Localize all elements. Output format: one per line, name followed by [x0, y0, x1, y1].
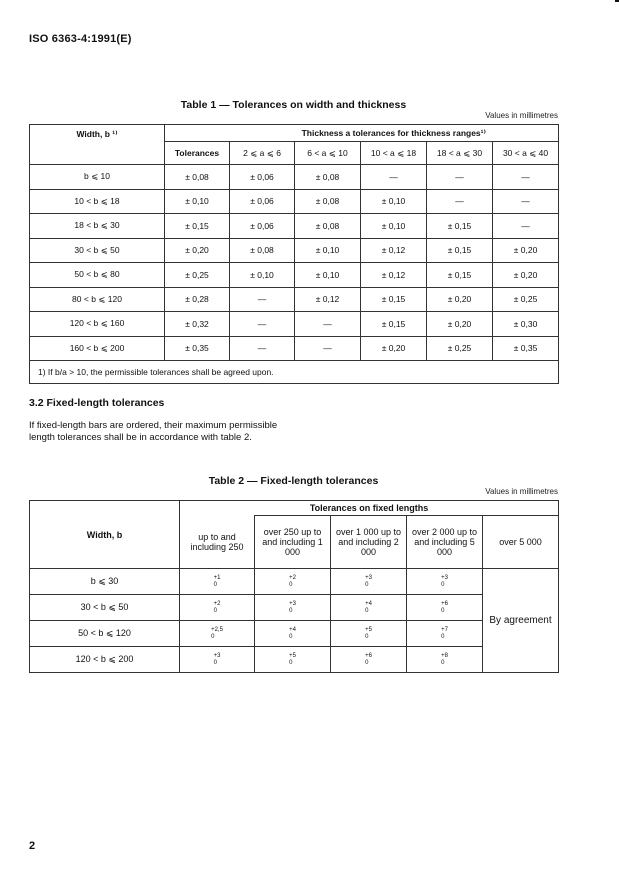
tolerance-cell: +6 0 [331, 647, 407, 673]
tolerance-cell: ± 0,10 [230, 263, 295, 288]
tolerance-cell: ± 0,15 [427, 214, 493, 239]
table1-range-header: 6 < a ⩽ 10 [295, 142, 361, 165]
tolerance-cell: ± 0,15 [427, 263, 493, 288]
width-cell: 50 < b ⩽ 80 [30, 263, 165, 288]
tolerance-cell: ± 0,20 [493, 263, 559, 288]
width-cell: b ⩽ 10 [30, 165, 165, 190]
tolerance-cell: ± 0,08 [295, 214, 361, 239]
tolerance-cell: ± 0,10 [295, 263, 361, 288]
width-cell: 30 < b ⩽ 50 [30, 595, 180, 621]
table2-units: Values in millimetres [485, 487, 558, 496]
tolerance-cell: +3 0 [255, 595, 331, 621]
tolerance-cell: +4 0 [331, 595, 407, 621]
tolerance-cell: — [295, 336, 361, 361]
tolerance-cell: ± 0,12 [361, 263, 427, 288]
tolerance-cell: ± 0,35 [493, 336, 559, 361]
by-agreement-cell: By agreement [483, 569, 559, 673]
table-row [30, 621, 559, 647]
width-cell: 120 < b ⩽ 200 [30, 647, 180, 673]
tolerance-cell: ± 0,12 [295, 287, 361, 312]
tolerance-cell: +6 0 [407, 595, 483, 621]
tolerance-cell: ± 0,10 [361, 189, 427, 214]
width-cell: 18 < b ⩽ 30 [30, 214, 165, 239]
tolerance-cell: ± 0,20 [165, 238, 230, 263]
tolerance-cell: ± 0,15 [165, 214, 230, 239]
tolerance-cell: — [427, 189, 493, 214]
table2-length-header: up to and including 250 [180, 516, 255, 569]
table-row [30, 238, 559, 263]
width-cell: 50 < b ⩽ 120 [30, 621, 180, 647]
tolerance-cell: +5 0 [255, 647, 331, 673]
table2-group-header: Tolerances on fixed lengths [180, 501, 559, 516]
tolerance-cell: ± 0,12 [361, 238, 427, 263]
tolerance-cell: +5 0 [331, 621, 407, 647]
tolerance-cell: — [493, 214, 559, 239]
tolerance-cell: ± 0,25 [165, 263, 230, 288]
table2-caption: Table 2 — Fixed-length tolerances [208, 475, 379, 487]
table1-caption: Table 1 — Tolerances on width and thickness [180, 99, 407, 111]
tolerance-cell: ± 0,28 [165, 287, 230, 312]
section-paragraph: If fixed-length bars are ordered, their maximum permissible length tolerances shall be in accordance with table 2. [29, 420, 278, 443]
table2-width-header: Width, b [30, 501, 180, 569]
tolerance-cell: ± 0,20 [427, 312, 493, 337]
tolerance-cell: — [295, 312, 361, 337]
tolerance-cell: ± 0,25 [427, 336, 493, 361]
page-corner-mark [615, 0, 619, 2]
tolerance-cell: — [361, 165, 427, 190]
table-row [30, 263, 559, 288]
tolerance-cell: — [230, 336, 295, 361]
tolerance-cell: ± 0,20 [427, 287, 493, 312]
tolerance-cell: — [493, 189, 559, 214]
tolerance-cell: — [230, 287, 295, 312]
tolerance-cell: ± 0,15 [361, 287, 427, 312]
tolerance-cell: ± 0,08 [230, 238, 295, 263]
table-row [30, 287, 559, 312]
tolerance-cell: — [427, 165, 493, 190]
table-row [30, 312, 559, 337]
tolerance-cell: ± 0,08 [295, 189, 361, 214]
table-row [30, 336, 559, 361]
width-cell: 10 < b ⩽ 18 [30, 189, 165, 214]
tolerance-cell: +7 0 [407, 621, 483, 647]
tolerance-cell: +2 0 [180, 595, 255, 621]
tolerance-cell: ± 0,06 [230, 214, 295, 239]
page-number: 2 [29, 840, 36, 852]
tolerance-cell: ± 0,30 [493, 312, 559, 337]
table2-length-header: over 250 up to and including 1 000 [255, 516, 331, 569]
tolerance-cell: +3 0 [180, 647, 255, 673]
table1-range-header: 10 < a ⩽ 18 [361, 142, 427, 165]
table2-length-header: over 2 000 up to and including 5 000 [407, 516, 483, 569]
tolerance-cell: ± 0,06 [230, 165, 295, 190]
tolerance-cell: +2,5 0 [180, 621, 255, 647]
table-row [30, 165, 559, 190]
table-row [30, 214, 559, 239]
width-cell: b ⩽ 30 [30, 569, 180, 595]
tolerance-cell: +8 0 [407, 647, 483, 673]
tolerance-cell: ± 0,08 [165, 165, 230, 190]
table2 [29, 500, 559, 673]
tolerance-cell: ± 0,10 [361, 214, 427, 239]
table1-tolerances-header: Tolerances [165, 142, 230, 165]
tolerance-cell: +2 0 [255, 569, 331, 595]
table2-length-header: over 5 000 [483, 516, 559, 569]
tolerance-cell: ± 0,35 [165, 336, 230, 361]
tolerance-cell: ± 0,15 [427, 238, 493, 263]
width-cell: 80 < b ⩽ 120 [30, 287, 165, 312]
table1-range-header: 30 < a ⩽ 40 [493, 142, 559, 165]
width-cell: 30 < b ⩽ 50 [30, 238, 165, 263]
tolerance-cell: — [493, 165, 559, 190]
table-row [30, 595, 559, 621]
table1-range-header: 2 ⩽ a ⩽ 6 [230, 142, 295, 165]
table-row [30, 189, 559, 214]
table1-thickness-header: Thickness a tolerances for thickness ranges¹⁾ [230, 125, 559, 142]
tolerance-cell: ± 0,20 [493, 238, 559, 263]
table1-width-header: Width, b ¹⁾ [30, 125, 165, 165]
tolerance-cell: ± 0,32 [165, 312, 230, 337]
table1 [29, 124, 559, 384]
table1-range-header: 18 < a ⩽ 30 [427, 142, 493, 165]
tolerance-cell: +1 0 [180, 569, 255, 595]
tolerance-cell: ± 0,20 [361, 336, 427, 361]
tolerance-cell: ± 0,08 [295, 165, 361, 190]
table-row [30, 569, 559, 595]
table2-length-header: over 1 000 up to and including 2 000 [331, 516, 407, 569]
tolerance-cell: ± 0,10 [295, 238, 361, 263]
width-cell: 120 < b ⩽ 160 [30, 312, 165, 337]
tolerance-cell: ± 0,06 [230, 189, 295, 214]
width-cell: 160 < b ⩽ 200 [30, 336, 165, 361]
section-heading: 3.2 Fixed-length tolerances [29, 397, 165, 409]
table1-units: Values in millimetres [485, 111, 558, 120]
document-id: ISO 6363-4:1991(E) [29, 33, 132, 45]
table-row [30, 647, 559, 673]
tolerance-cell: ± 0,10 [165, 189, 230, 214]
tolerance-cell: — [230, 312, 295, 337]
tolerance-cell: +3 0 [407, 569, 483, 595]
tolerance-cell: ± 0,15 [361, 312, 427, 337]
tolerance-cell: +4 0 [255, 621, 331, 647]
table1-footnote: 1) If b/a > 10, the permissible tolerances shall be agreed upon. [30, 361, 559, 384]
tolerance-cell: ± 0,25 [493, 287, 559, 312]
tolerance-cell: +3 0 [331, 569, 407, 595]
